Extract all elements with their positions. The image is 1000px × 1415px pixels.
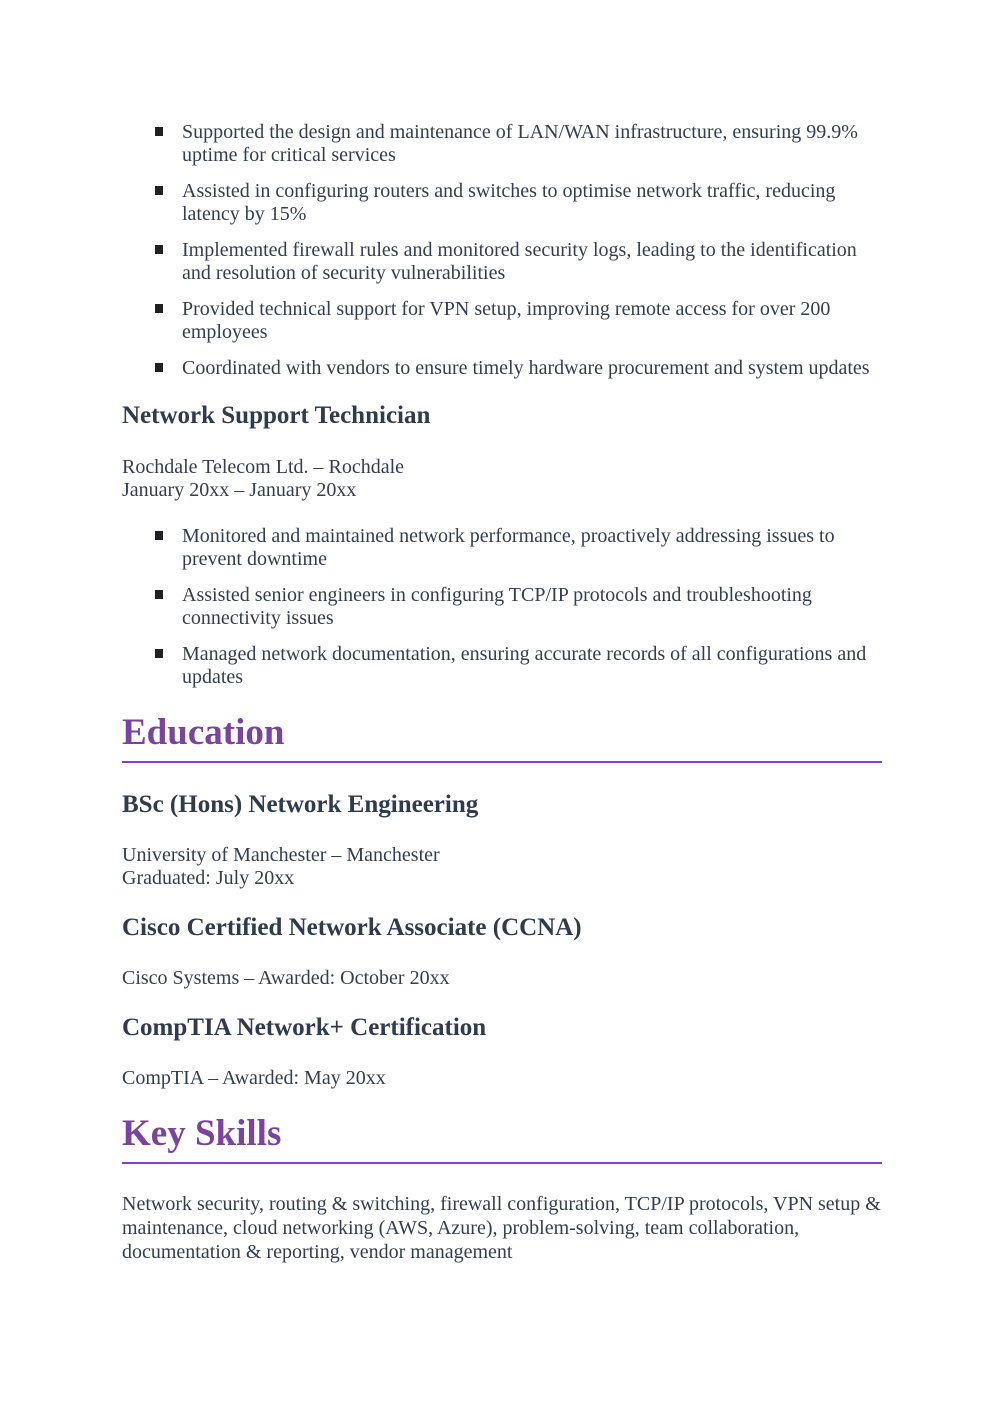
company-location: Rochdale Telecom Ltd. – Rochdale [122, 456, 405, 478]
education-entry-title: CompTIA Network+ Certification [122, 1014, 487, 1041]
list-item [122, 298, 882, 344]
list-item [122, 121, 882, 167]
education-institution: Cisco Systems – Awarded: October 20xx [122, 967, 450, 989]
job-meta [122, 456, 882, 502]
education-entry-meta [122, 844, 882, 890]
bullet-text: Assisted in configuring routers and switches to optimise network traffic, reducing latency by 15% [182, 180, 836, 225]
list-item [122, 643, 882, 689]
bullet-text: Assisted senior engineers in configuring TCP/IP protocols and troubleshooting connectivity issues [182, 584, 812, 629]
bullet-square-icon [155, 304, 163, 313]
bullet-text: Managed network documentation, ensuring accurate records of all configurations and updates [182, 643, 867, 688]
education-entry-meta [122, 967, 882, 990]
bullet-square-icon [155, 649, 163, 658]
list-item [122, 584, 882, 630]
bullet-text: Monitored and maintained network performance, proactively addressing issues to prevent downtime [182, 525, 835, 570]
section-heading-key-skills: Key Skills [122, 1114, 882, 1164]
bullet-square-icon [155, 245, 163, 254]
job-dates: January 20xx – January 20xx [122, 479, 357, 501]
bullet-square-icon [155, 531, 163, 540]
bullet-text: Coordinated with vendors to ensure timely hardware procurement and system updates [182, 357, 870, 379]
key-skills-text: Network security, routing & switching, firewall configuration, TCP/IP protocols, VPN setup & maintenance, cloud networking (AWS, Azure), problem-solving, team collaboration, documentation & reporting, vendor management [122, 1193, 881, 1263]
education-entry-title: Cisco Certified Network Associate (CCNA) [122, 914, 582, 941]
education-date: Graduated: July 20xx [122, 867, 295, 889]
bullet-square-icon [155, 186, 163, 195]
education-institution: University of Manchester – Manchester [122, 844, 440, 866]
bullet-square-icon [155, 127, 163, 136]
education-entry-meta [122, 1067, 882, 1090]
bullet-text: Supported the design and maintenance of LAN/WAN infrastructure, ensuring 99.9% uptime for critical services [182, 121, 858, 166]
bullet-text: Implemented firewall rules and monitored security logs, leading to the identification and resolution of security vulnerabilities [182, 239, 857, 284]
experience-job1-bullet-list [122, 121, 882, 380]
bullet-text: Provided technical support for VPN setup, improving remote access for over 200 employees [182, 298, 831, 343]
bullet-square-icon [155, 590, 163, 599]
list-item [122, 525, 882, 571]
list-item [122, 180, 882, 226]
education-entry-title: BSc (Hons) Network Engineering [122, 791, 479, 818]
list-item [122, 357, 882, 380]
bullet-square-icon [155, 363, 163, 372]
education-institution: CompTIA – Awarded: May 20xx [122, 1067, 386, 1089]
job-title: Network Support Technician [122, 402, 431, 429]
experience-job2-bullet-list [122, 525, 882, 689]
section-heading-education: Education [122, 713, 882, 763]
list-item [122, 239, 882, 285]
